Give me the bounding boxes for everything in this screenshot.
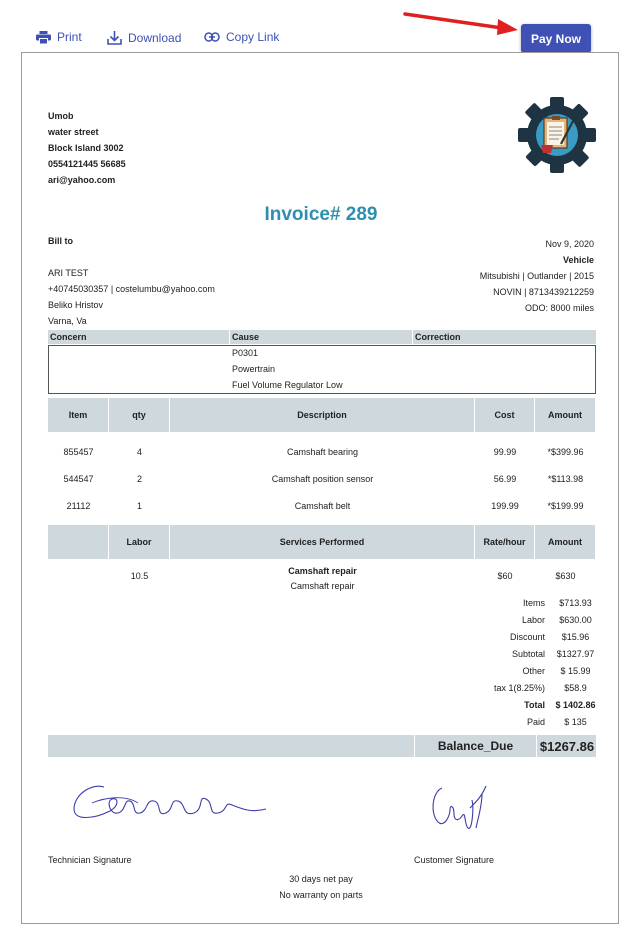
- item-cost: 199.99: [491, 500, 519, 511]
- vehicle-heading: Vehicle: [562, 255, 594, 265]
- download-button[interactable]: [107, 30, 181, 45]
- item-description: Camshaft bearing: [286, 446, 359, 457]
- line-items-table: [48, 398, 596, 608]
- company-logo-icon: [512, 97, 602, 173]
- total-value: $ 1402.86: [555, 700, 596, 710]
- item-amount: *$113.98: [547, 473, 584, 484]
- total-label: Items: [522, 598, 545, 608]
- download-label: Download: [128, 30, 182, 45]
- vehicle-vin: NOVIN | 8713439212259: [493, 287, 594, 297]
- total-label: Total: [524, 700, 545, 710]
- vehicle-info: [480, 236, 594, 316]
- labor-column-header: Labor: [109, 525, 170, 559]
- item-amount: *$199.99: [547, 500, 584, 511]
- total-label: tax 1(8.25%): [493, 683, 545, 693]
- link-icon: [204, 32, 220, 42]
- total-label: Subtotal: [511, 649, 545, 659]
- total-value: $630.00: [559, 615, 592, 625]
- invoice-toolbar: [0, 0, 630, 52]
- total-value: $ 15.99: [560, 666, 591, 676]
- total-value: $1327.97: [556, 649, 595, 659]
- print-label: Print: [57, 30, 82, 44]
- total-value: $713.93: [559, 598, 592, 608]
- total-label: Labor: [521, 615, 545, 625]
- cost-column-header: Cost: [475, 398, 535, 432]
- copy-link-label: Copy Link: [226, 30, 280, 44]
- item-cost: 56.99: [493, 473, 517, 484]
- customer-contact: +40745030357 | costelumbu@yahoo.com: [48, 284, 215, 294]
- table-row: [48, 492, 596, 519]
- concern-header: Concern: [50, 332, 87, 342]
- cause-description: Fuel Volume Regulator Low: [232, 380, 343, 390]
- totals-summary: [474, 598, 602, 734]
- total-value: $15.96: [561, 632, 590, 642]
- technician-signature-label: Technician Signature: [48, 855, 132, 865]
- annotation-arrow-icon: [402, 10, 520, 36]
- labor-hours: 10.5: [130, 571, 149, 581]
- balance-due-bar: [48, 735, 596, 757]
- labor-header-row: [48, 525, 596, 559]
- item-qty: 1: [136, 500, 142, 511]
- pay-now-button[interactable]: Pay Now: [521, 24, 591, 53]
- labor-rate: $60: [497, 571, 513, 581]
- total-label: Paid: [526, 717, 545, 727]
- copy-link-button[interactable]: [204, 30, 279, 44]
- list-item: [474, 717, 602, 734]
- cause-code: P0301: [232, 348, 259, 358]
- item-number: 21112: [66, 500, 91, 511]
- customer-location: Varna, Va: [48, 316, 87, 326]
- invoice-title: Invoice# 289: [264, 204, 378, 225]
- customer-signature-label: Customer Signature: [414, 855, 495, 865]
- description-column-header: Description: [170, 398, 475, 432]
- bill-to-heading: Bill to: [48, 236, 73, 246]
- concern-table-header: [48, 330, 596, 344]
- list-item: [474, 649, 602, 666]
- invoice-date: Nov 9, 2020: [545, 239, 594, 249]
- list-item: [474, 598, 602, 615]
- concern-table-body: [48, 345, 596, 394]
- item-description: Camshaft belt: [294, 500, 351, 511]
- total-value: $58.9: [564, 683, 587, 693]
- customer-signature-image: [424, 778, 504, 834]
- service-detail: Camshaft repair: [290, 581, 355, 591]
- bill-to-details: [48, 265, 215, 329]
- sender-name: Umob: [48, 111, 74, 121]
- warranty-note: No warranty on parts: [279, 890, 363, 900]
- item-description: Camshaft position sensor: [271, 473, 374, 484]
- correction-header: Correction: [415, 332, 461, 342]
- print-button[interactable]: [36, 30, 82, 44]
- total-value: $ 135: [564, 717, 587, 727]
- services-column-header: Services Performed: [170, 525, 475, 559]
- service-title: Camshaft repair: [288, 566, 357, 576]
- customer-name: ARI TEST: [48, 268, 89, 278]
- amount-column-header: Amount: [535, 398, 596, 432]
- list-item: [474, 632, 602, 649]
- item-number: 855457: [63, 446, 94, 457]
- item-qty: 2: [136, 473, 142, 484]
- balance-due-label: Balance_Due: [414, 735, 536, 757]
- sender-city: Block Island 3002: [48, 143, 124, 153]
- cause-system: Powertrain: [232, 364, 276, 374]
- customer-person: Beliko Hristov: [48, 300, 104, 310]
- total-label: Other: [522, 666, 545, 676]
- items-header-row: [48, 398, 596, 432]
- labor-amount: $630: [555, 571, 576, 581]
- qty-column-header: qty: [109, 398, 170, 432]
- rate-column-header: Rate/hour: [475, 525, 535, 559]
- item-qty: 4: [136, 446, 142, 457]
- table-row: [48, 465, 596, 492]
- vehicle-odo: ODO: 8000 miles: [524, 303, 594, 313]
- invoice-card: [21, 52, 619, 924]
- labor-blank-header: [48, 525, 109, 559]
- vehicle-model: Mitsubishi | Outlander | 2015: [479, 271, 594, 281]
- list-item: [474, 615, 602, 632]
- labor-amount-column-header: Amount: [535, 525, 596, 559]
- technician-signature-image: [66, 773, 276, 829]
- total-label: Discount: [509, 632, 545, 642]
- download-icon: [107, 30, 122, 45]
- sender-email: ari@yahoo.com: [48, 175, 116, 185]
- cause-header: Cause: [232, 332, 260, 342]
- invoice-footer: [22, 871, 620, 903]
- sender-phone: 0554121445 56685: [48, 159, 126, 169]
- item-column-header: Item: [48, 398, 109, 432]
- table-row: [48, 438, 596, 465]
- printer-icon: [36, 31, 51, 44]
- payment-terms: 30 days net pay: [289, 874, 353, 884]
- list-item: [474, 666, 602, 683]
- list-item: [474, 700, 602, 717]
- item-amount: *$399.96: [547, 446, 584, 457]
- sender-address: [48, 108, 126, 188]
- sender-street: water street: [48, 127, 99, 137]
- list-item: [474, 683, 602, 700]
- item-number: 544547: [63, 473, 94, 484]
- balance-due-value: $1267.86: [536, 735, 597, 757]
- item-cost: 99.99: [493, 446, 517, 457]
- cause-list: [232, 345, 343, 393]
